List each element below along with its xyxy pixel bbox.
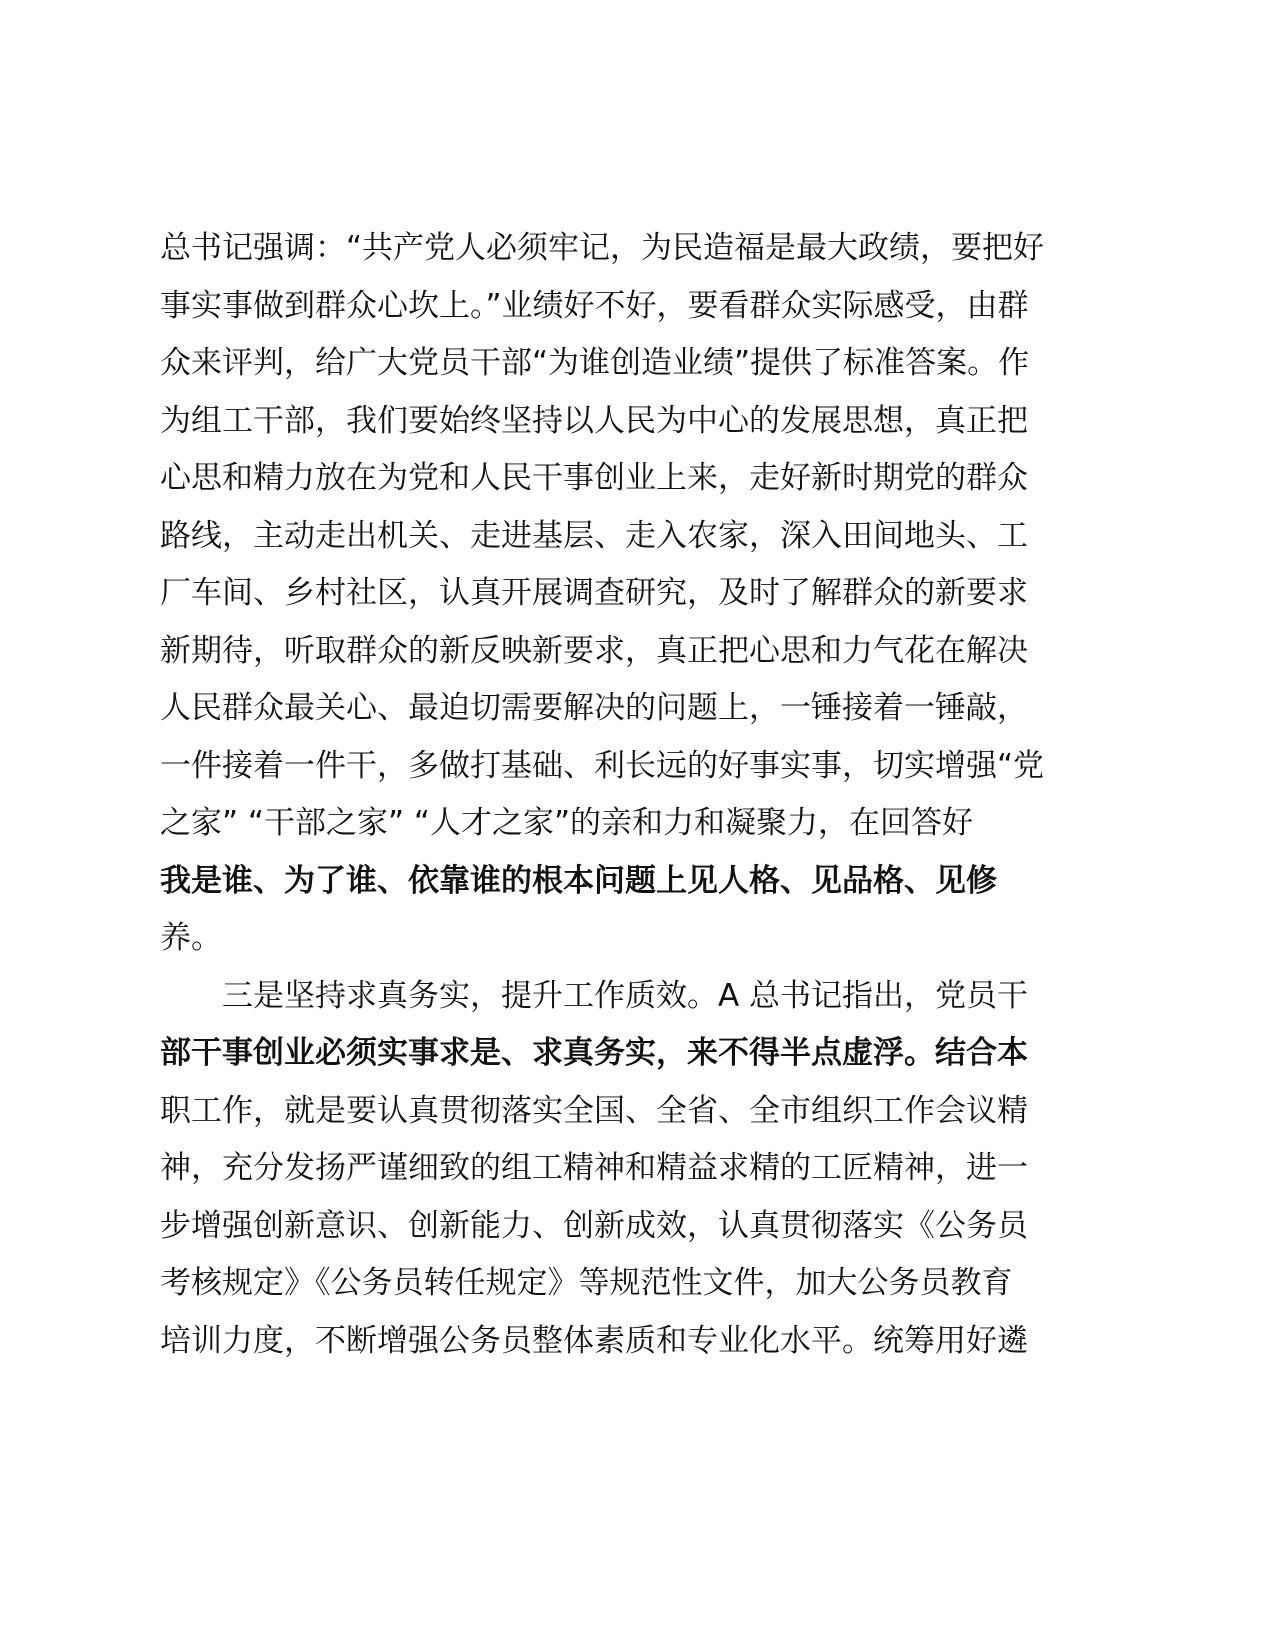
paragraph-line: 新期待，听取群众的新反映新要求，真正把心思和力气花在解决 <box>160 632 1028 669</box>
paragraph-line: 三是坚持求真务实，提升工作质效。A 总书记指出，党员干 <box>222 977 1029 1014</box>
paragraph-line: 为组工干部，我们要始终坚持以人民为中心的发展思想，真正把 <box>160 402 1028 439</box>
paragraph-line: 部干事创业必须实事求是、求真务实，来不得半点虚浮。结合本 <box>160 1035 1028 1071</box>
paragraph-1 <box>160 220 1100 968</box>
document-body <box>160 220 1100 1370</box>
paragraph-line: 神，充分发扬严谨细致的组工精神和精益求精的工匠精神，进一 <box>160 1150 1028 1186</box>
paragraph-line: 众来评判，给广大党员干部“为谁创造业绩”提供了标准答案。作 <box>160 345 1030 381</box>
paragraph-line: 人民群众最关心、最迫切需要解决的问题上，一锤接着一锤敲， <box>160 690 1028 726</box>
paragraph-line: 养。 <box>160 920 222 956</box>
paragraph-line: 我是谁、为了谁、依靠谁的根本问题上见人格、见品格、见修 <box>160 862 997 899</box>
paragraph-line: 厂车间、乡村社区，认真开展调查研究，及时了解群众的新要求 <box>160 575 1028 611</box>
paragraph-line: 之家” “干部之家” “人才之家”的亲和力和凝聚力，在回答好 <box>160 805 974 841</box>
paragraph-line: 路线，主动走出机关、走进基层、走入农家，深入田间地头、工 <box>160 517 1028 554</box>
paragraph-line: 总书记强调：“共产党人必须牢记，为民造福是最大政绩，要把好 <box>160 230 1045 266</box>
paragraph-line: 一件接着一件干，多做打基础、利长远的好事实事，切实增强“党 <box>160 747 1045 784</box>
paragraph-2 <box>160 968 1100 1371</box>
paragraph-line: 考核规定》《公务员转任规定》等规范性文件，加大公务员教育 <box>160 1265 1013 1301</box>
paragraph-line: 步增强创新意识、创新能力、创新成效，认真贯彻落实《公务员 <box>160 1207 1028 1244</box>
paragraph-line: 职工作，就是要认真贯彻落实全国、全省、全市组织工作会议精 <box>160 1092 1028 1129</box>
paragraph-line: 培训力度，不断增强公务员整体素质和专业化水平。统筹用好遴 <box>160 1322 1028 1359</box>
paragraph-line: 心思和精力放在为党和人民干事创业上来，走好新时期党的群众 <box>160 460 1028 496</box>
paragraph-line: 事实事做到群众心坎上。”业绩好不好，要看群众实际感受，由群 <box>160 287 1029 324</box>
